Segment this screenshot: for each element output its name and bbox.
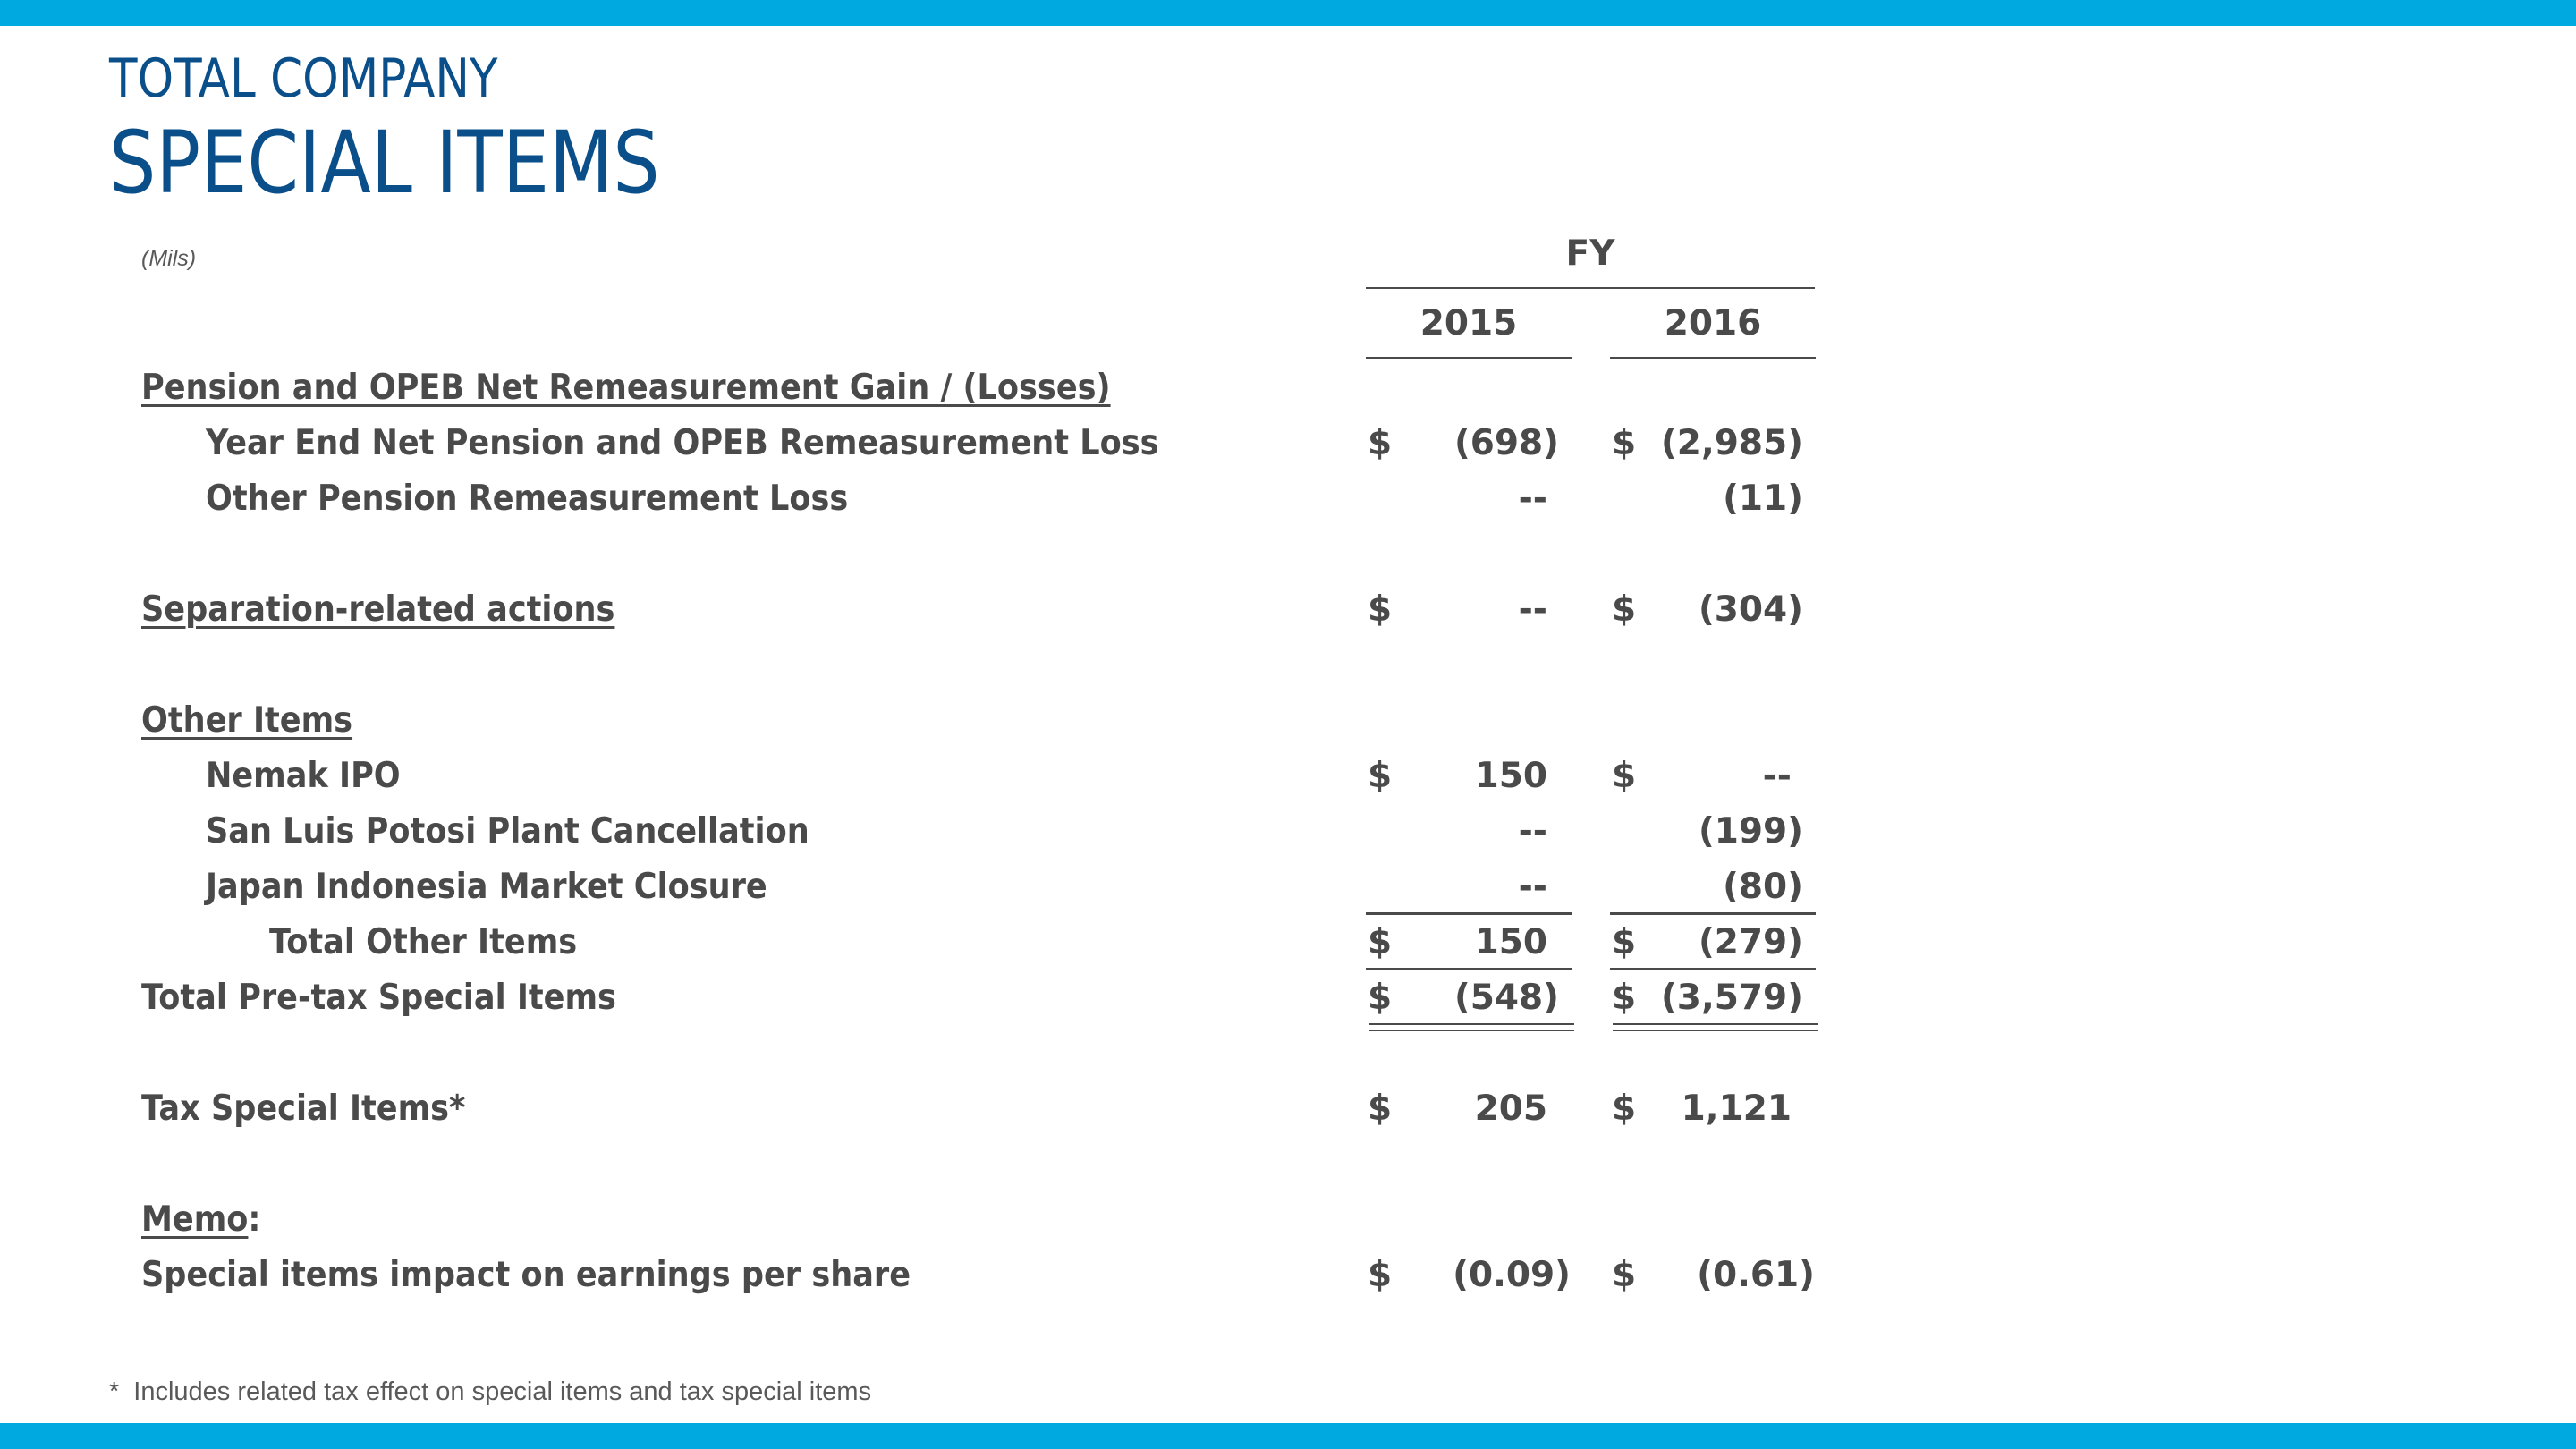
- subtotal-rule-2016: [1610, 912, 1816, 915]
- column-header-2015: 2015: [1419, 303, 1518, 343]
- row-label-japan-indonesia: Japan Indonesia Market Closure: [206, 867, 767, 907]
- dollar-sign: $: [1368, 756, 1393, 796]
- value-2015: (548): [1453, 978, 1559, 1018]
- value-2016: (3,579): [1660, 978, 1803, 1018]
- value-2015: --: [1518, 589, 1547, 630]
- value-2016: (11): [1723, 479, 1803, 519]
- double-rule-2015-top: [1368, 1023, 1574, 1025]
- period-header: FY: [1565, 233, 1615, 274]
- bottom-accent-bar: [0, 1423, 2576, 1449]
- dollar-sign: $: [1368, 1089, 1393, 1129]
- dollar-sign: $: [1612, 756, 1637, 796]
- value-2015: 205: [1474, 1089, 1547, 1129]
- value-2015: --: [1518, 479, 1547, 519]
- value-2016: (80): [1723, 867, 1803, 907]
- value-2015: (698): [1453, 423, 1559, 463]
- total-rule-2015: [1366, 968, 1572, 970]
- dollar-sign: $: [1612, 978, 1637, 1018]
- dollar-sign: $: [1368, 922, 1393, 962]
- subtotal-rule-2015: [1366, 912, 1572, 915]
- value-2016: 1,121: [1681, 1089, 1792, 1129]
- value-2015: 150: [1474, 756, 1547, 796]
- column-header-rule-2016: [1610, 357, 1816, 359]
- column-header-rule-2015: [1366, 357, 1572, 359]
- period-header-rule: [1366, 287, 1815, 289]
- section-label-other-items: Other Items: [141, 700, 353, 741]
- row-label-tax-special-items: Tax Special Items*: [141, 1089, 466, 1129]
- row-label-year-end-pension: Year End Net Pension and OPEB Remeasurement Loss: [206, 423, 1159, 463]
- footnote-marker: *: [109, 1377, 120, 1406]
- row-label-eps-impact: Special items impact on earnings per share: [141, 1255, 911, 1295]
- dollar-sign: $: [1612, 922, 1637, 962]
- value-2016: (2,985): [1660, 423, 1803, 463]
- value-2016: (304): [1698, 589, 1803, 630]
- column-header-2016: 2016: [1664, 303, 1762, 343]
- value-2015: --: [1518, 811, 1547, 852]
- section-label-pension: Pension and OPEB Net Remeasurement Gain / (Losses): [141, 368, 1111, 408]
- row-label-total-other-items: Total Other Items: [269, 922, 578, 962]
- value-2015: 150: [1474, 922, 1547, 962]
- section-label-separation: Separation-related actions: [141, 589, 615, 630]
- value-2016: (279): [1698, 922, 1803, 962]
- dollar-sign: $: [1612, 1255, 1637, 1295]
- double-rule-2015-bottom: [1368, 1030, 1574, 1031]
- total-rule-2016: [1610, 968, 1816, 970]
- double-rule-2016-top: [1613, 1023, 1818, 1025]
- section-label-memo: [141, 1199, 260, 1241]
- dollar-sign: $: [1612, 1089, 1637, 1129]
- value-2015: (0.09): [1453, 1255, 1571, 1295]
- top-accent-bar: [0, 0, 2576, 26]
- dollar-sign: $: [1368, 1255, 1393, 1295]
- dollar-sign: $: [1612, 423, 1637, 463]
- page-supertitle: TOTAL COMPANY: [109, 47, 498, 110]
- row-label-nemak-ipo: Nemak IPO: [206, 756, 401, 796]
- row-label-san-luis-potosi: San Luis Potosi Plant Cancellation: [206, 811, 809, 852]
- row-label-total-pretax: Total Pre-tax Special Items: [141, 978, 616, 1018]
- dollar-sign: $: [1368, 978, 1393, 1018]
- page-title: SPECIAL ITEMS: [109, 113, 660, 213]
- double-rule-2016-bottom: [1613, 1030, 1818, 1031]
- dollar-sign: $: [1368, 589, 1393, 630]
- memo-colon: :: [248, 1199, 261, 1240]
- dollar-sign: $: [1612, 589, 1637, 630]
- value-2015: --: [1518, 867, 1547, 907]
- units-label: (Mils): [141, 246, 197, 271]
- value-2016: (0.61): [1697, 1255, 1815, 1295]
- footnote-text: Includes related tax effect on special items and tax special items: [133, 1377, 872, 1406]
- value-2016: (199): [1698, 811, 1803, 852]
- row-label-other-pension: Other Pension Remeasurement Loss: [206, 479, 849, 519]
- memo-label: Memo: [141, 1199, 249, 1240]
- value-2016: --: [1762, 756, 1792, 796]
- dollar-sign: $: [1368, 423, 1393, 463]
- footnote: [109, 1377, 871, 1407]
